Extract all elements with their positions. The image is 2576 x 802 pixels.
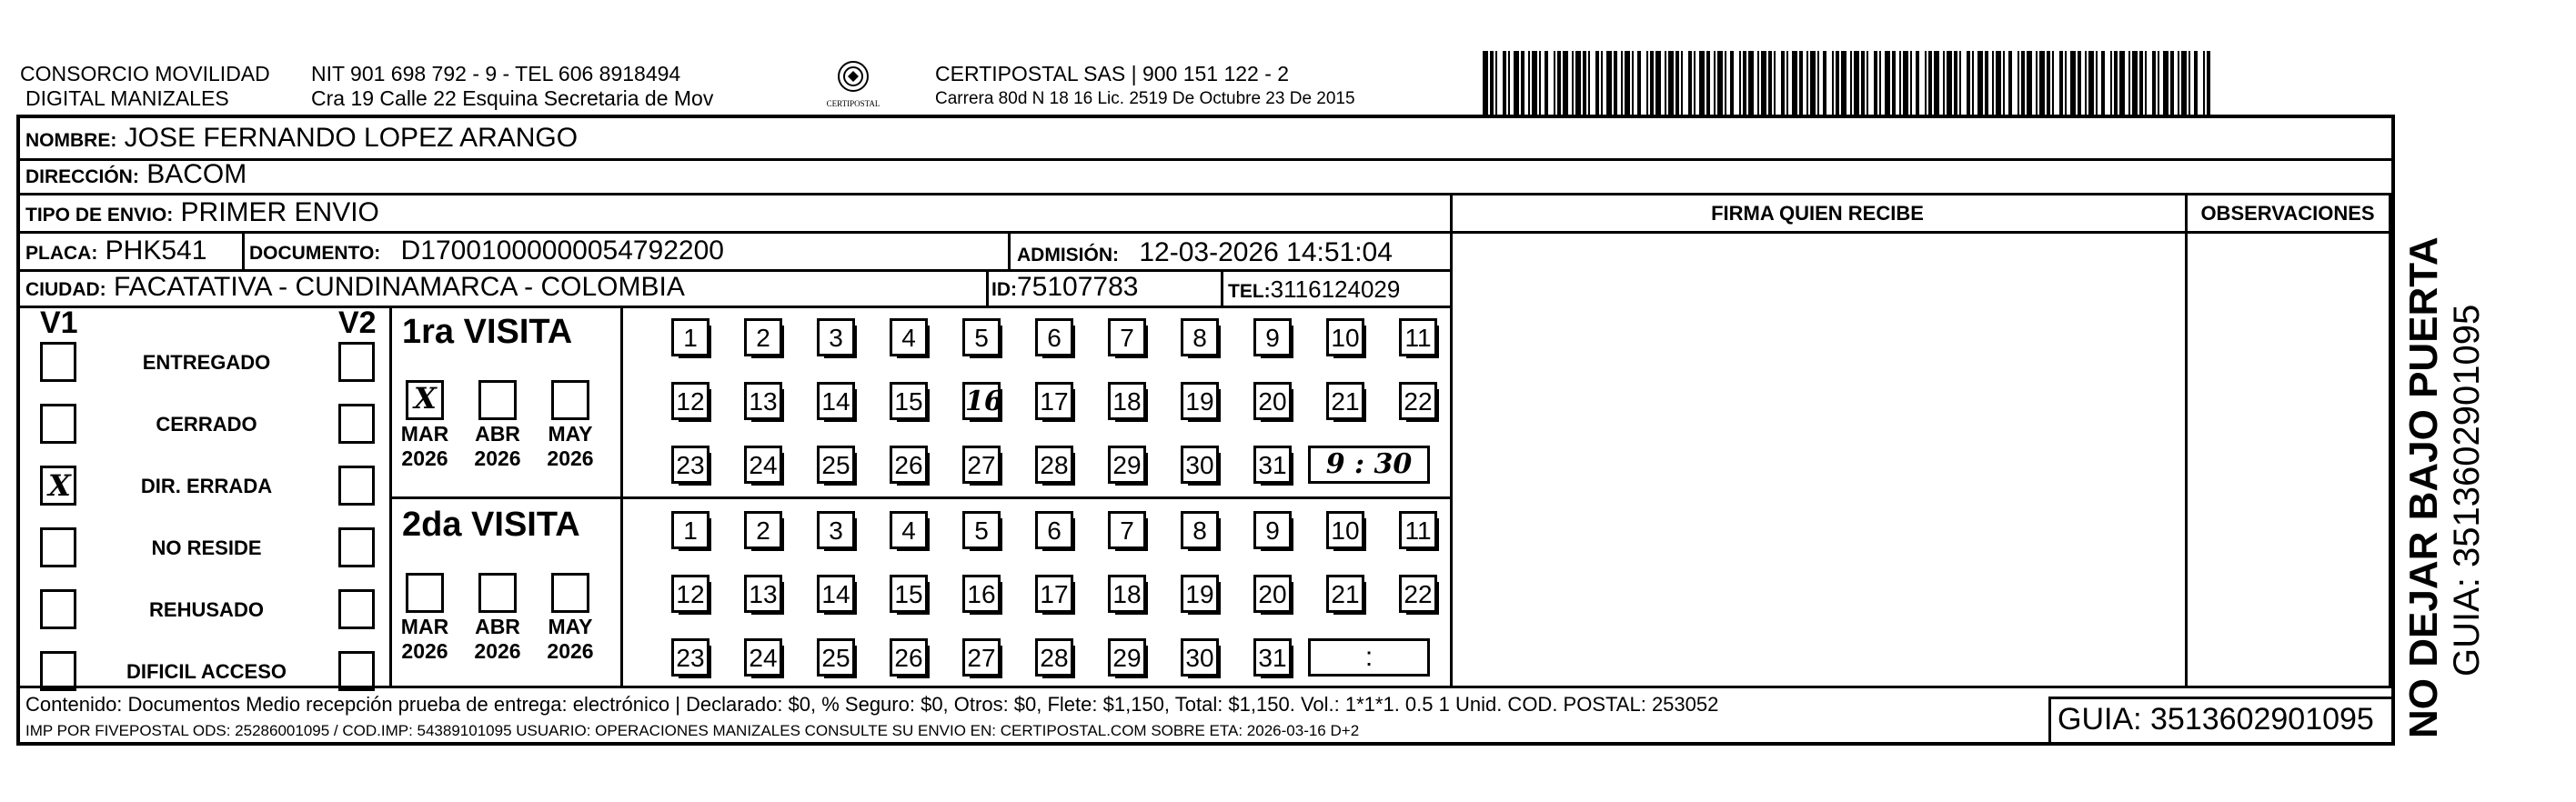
day-box[interactable]: 6 — [1035, 511, 1073, 549]
barcode-bar — [1977, 51, 1983, 115]
day-box[interactable]: 13 — [744, 575, 782, 613]
day-box[interactable]: 8 — [1181, 511, 1219, 549]
day-box[interactable]: 15 — [890, 382, 928, 420]
certipostal-info: CERTIPOSTAL SAS | 900 151 122 - 2 Carrera 80d N 18 16 Lic. 2519 De Octubre 23 De 2015 — [935, 62, 1355, 108]
barcode-bar — [1934, 51, 1939, 115]
day-box[interactable]: 13 — [744, 382, 782, 420]
barcode-bar — [2181, 51, 2187, 115]
day-box[interactable]: 19 — [1181, 382, 1219, 420]
month-label: MAR 2026 — [400, 422, 449, 470]
divider — [620, 306, 623, 686]
observaciones-header: OBSERVACIONES — [2200, 202, 2375, 225]
barcode-bar — [1925, 51, 1927, 115]
tipo-envio-field: TIPO DE ENVIO: PRIMER ENVIO — [25, 197, 379, 227]
month-label: MAY 2026 — [547, 615, 594, 663]
divider — [1008, 231, 1011, 269]
barcode-bar — [1637, 51, 1641, 115]
shipping-form — [16, 115, 2395, 746]
day-box[interactable]: 31 — [1253, 446, 1292, 484]
barcode-bar — [1841, 51, 1846, 115]
day-box[interactable]: 17 — [1035, 382, 1073, 420]
divider — [242, 231, 245, 269]
day-box[interactable]: 9 — [1253, 318, 1292, 356]
barcode-bar — [1554, 51, 1555, 115]
ciudad-field: CIUDAD: FACATATIVA - CUNDINAMARCA - COLOMBIA — [25, 272, 685, 302]
barcode-bar — [2027, 51, 2032, 115]
footer-contenido: Contenido: Documentos Medio recepción prueba de entrega: electrónico | Declarado: $0, % Seguro: $0, Otros: $0, Flete: $1,150, Total: $1,150. Vol.: 1*1*1. 0.5 1 Unid. COD. POSTAL: 253052 — [25, 693, 1719, 716]
barcode-bar — [1539, 51, 1541, 115]
day-box[interactable]: 23 — [671, 638, 709, 677]
divider — [2185, 193, 2188, 686]
barcode-bar — [1792, 51, 1797, 115]
barcode-bar — [1706, 51, 1710, 115]
day-box[interactable]: 10 — [1326, 511, 1364, 549]
barcode-bar — [1985, 51, 1988, 115]
day-box[interactable]: 14 — [817, 575, 855, 613]
barcode-bar — [2178, 51, 2179, 115]
footer-guia: GUIA: 3513602901095 — [2058, 702, 2374, 737]
barcode-bar — [1836, 51, 1839, 115]
nombre-field: NOMBRE: JOSE FERNANDO LOPEZ ARANGO — [25, 123, 579, 153]
admision-field: ADMISIÓN: 12-03-2026 14:51:04 — [1017, 237, 1393, 267]
barcode-bar — [1892, 51, 1896, 115]
barcode-bar — [2018, 51, 2019, 115]
day-box[interactable]: 18 — [1108, 382, 1146, 420]
v2-checkbox[interactable] — [338, 404, 375, 444]
barcode-bar — [1992, 51, 1994, 115]
barcode-bar — [2110, 51, 2112, 115]
firma-header: FIRMA QUIEN RECIBE — [1711, 202, 1924, 225]
barcode-bar — [1532, 51, 1537, 115]
day-box[interactable]: 16 — [962, 575, 1001, 613]
barcode-bar — [1743, 51, 1746, 115]
day-box[interactable]: 11 — [1399, 511, 1437, 549]
barcode — [1483, 51, 2210, 115]
barcode-bar — [1621, 51, 1623, 115]
barcode-bar — [1557, 51, 1561, 115]
certipostal-logo: CERTIPOSTAL — [817, 58, 890, 109]
day-box[interactable]: 29 — [1108, 446, 1146, 484]
barcode-bar — [1675, 51, 1679, 115]
v2-checkbox[interactable] — [338, 589, 375, 629]
month-label: ABR 2026 — [474, 422, 521, 470]
v2-checkbox[interactable] — [338, 342, 375, 382]
barcode-bar — [1606, 51, 1612, 115]
month-checkbox[interactable] — [551, 573, 589, 613]
barcode-bar — [1688, 51, 1692, 115]
barcode-bar — [2158, 51, 2159, 115]
status-label: ENTREGADO — [142, 351, 271, 374]
barcode-bar — [1503, 51, 1506, 115]
handwritten-mark: X — [414, 381, 437, 416]
day-box[interactable]: 27 — [962, 446, 1001, 484]
barcode-bar — [1495, 51, 1497, 115]
day-box[interactable]: 15 — [890, 575, 928, 613]
barcode-bar — [1823, 51, 1826, 115]
barcode-bar — [1806, 51, 1808, 115]
month-label: MAY 2026 — [547, 422, 594, 470]
v2-checkbox[interactable] — [338, 651, 375, 691]
barcode-bar — [2152, 51, 2156, 115]
barcode-bar — [1575, 51, 1581, 115]
visit-1-title: 1ra VISITA — [402, 313, 573, 351]
time-box[interactable]: : — [1308, 638, 1430, 677]
day-box[interactable]: 10 — [1326, 318, 1364, 356]
divider — [1221, 269, 1223, 306]
divider — [20, 158, 2391, 161]
barcode-bar — [1572, 51, 1574, 115]
day-box[interactable]: 19 — [1181, 575, 1219, 613]
divider — [2048, 697, 2051, 742]
barcode-bar — [1650, 51, 1654, 115]
barcode-bar — [2163, 51, 2168, 115]
v1-checkbox[interactable] — [40, 342, 76, 382]
barcode-bar — [2189, 51, 2190, 115]
day-box[interactable]: 21 — [1326, 575, 1364, 613]
barcode-bar — [1588, 51, 1590, 115]
month-label: ABR 2026 — [474, 615, 521, 663]
barcode-bar — [1665, 51, 1666, 115]
side-labels — [2401, 236, 2487, 738]
barcode-bar — [1899, 51, 1901, 115]
direccion-field: DIRECCIÓN: BACOM — [25, 159, 247, 189]
barcode-bar — [1972, 51, 1974, 115]
barcode-bar — [1563, 51, 1568, 115]
barcode-bar — [2145, 51, 2147, 115]
day-box[interactable]: 31 — [1253, 638, 1292, 677]
company-contact: NIT 901 698 792 - 9 - TEL 606 8918494 Cra 19 Calle 22 Esquina Secretaria de Mov — [311, 62, 714, 110]
day-box[interactable]: 3 — [817, 318, 855, 356]
barcode-bar — [2128, 51, 2130, 115]
barcode-icon — [1483, 51, 2210, 115]
barcode-bar — [1916, 51, 1919, 115]
day-box[interactable]: 23 — [671, 446, 709, 484]
barcode-bar — [2101, 51, 2105, 115]
barcode-bar — [1545, 51, 1548, 115]
day-box[interactable]: 26 — [890, 638, 928, 677]
v2-label: V2 — [338, 306, 377, 340]
status-label: DIR. ERRADA — [140, 475, 273, 497]
barcode-bar — [2070, 51, 2076, 115]
day-box[interactable]: 1 — [671, 318, 709, 356]
barcode-bar — [2078, 51, 2081, 115]
day-box[interactable]: 4 — [890, 511, 928, 549]
day-box[interactable]: 22 — [1399, 382, 1437, 420]
day-box[interactable]: 5 — [962, 511, 1001, 549]
day-box[interactable]: 8 — [1181, 318, 1219, 356]
day-box[interactable]: 2 — [744, 511, 782, 549]
barcode-bar — [1832, 51, 1834, 115]
barcode-bar — [2003, 51, 2005, 115]
day-box[interactable]: 30 — [1181, 446, 1219, 484]
barcode-bar — [1614, 51, 1617, 115]
day-box[interactable]: 14 — [817, 382, 855, 420]
barcode-bar — [2139, 51, 2143, 115]
barcode-bar — [1681, 51, 1683, 115]
v1-checkbox[interactable] — [40, 651, 76, 691]
barcode-bar — [2207, 51, 2210, 115]
day-box[interactable]: 7 — [1108, 318, 1146, 356]
divider — [2048, 697, 2391, 699]
day-box[interactable]: 24 — [744, 446, 782, 484]
barcode-bar — [1954, 51, 1957, 115]
barcode-bar — [1874, 51, 1877, 115]
barcode-bar — [1483, 51, 1488, 115]
day-box[interactable]: 3 — [817, 511, 855, 549]
day-box[interactable]: 20 — [1253, 575, 1292, 613]
visit-2-title: 2da VISITA — [402, 506, 580, 544]
tel-field: TEL:3116124029 — [1228, 276, 1401, 303]
barcode-bar — [2085, 51, 2087, 115]
barcode-bar — [1903, 51, 1908, 115]
v1-checkbox[interactable] — [40, 589, 76, 629]
barcode-bar — [2194, 51, 2198, 115]
day-box[interactable]: 17 — [1035, 575, 1073, 613]
barcode-bar — [1595, 51, 1599, 115]
barcode-bar — [1786, 51, 1788, 115]
barcode-bar — [1583, 51, 1586, 115]
barcode-bar — [2021, 51, 2025, 115]
barcode-bar — [1761, 51, 1766, 115]
month-checkbox[interactable] — [478, 573, 517, 613]
divider — [20, 686, 2391, 688]
barcode-bar — [1774, 51, 1776, 115]
divider — [20, 231, 1450, 234]
divider — [1450, 193, 1453, 686]
barcode-bar — [1947, 51, 1952, 115]
month-label: MAR 2026 — [400, 615, 449, 663]
barcode-bar — [1601, 51, 1603, 115]
barcode-bar — [1850, 51, 1852, 115]
barcode-bar — [1910, 51, 1912, 115]
day-box[interactable]: 22 — [1399, 575, 1437, 613]
barcode-bar — [1861, 51, 1865, 115]
v1-checkbox[interactable] — [40, 466, 76, 506]
barcode-bar — [1521, 51, 1524, 115]
status-label: NO RESIDE — [151, 536, 262, 559]
day-box[interactable]: 28 — [1035, 446, 1073, 484]
barcode-bar — [2088, 51, 2094, 115]
day-box[interactable]: 16 — [962, 382, 1001, 420]
day-box[interactable]: 25 — [817, 446, 855, 484]
status-label: DIFICIL ACCESO — [126, 660, 287, 683]
v1-checkbox[interactable] — [40, 527, 76, 567]
barcode-bar — [1781, 51, 1785, 115]
barcode-bar — [2119, 51, 2125, 115]
barcode-bar — [1668, 51, 1674, 115]
barcode-bar — [1655, 51, 1661, 115]
barcode-bar — [1632, 51, 1634, 115]
barcode-bar — [1514, 51, 1519, 115]
barcode-bar — [1625, 51, 1630, 115]
barcode-bar — [1739, 51, 1741, 115]
barcode-bar — [1817, 51, 1819, 115]
day-box[interactable]: 28 — [1035, 638, 1073, 677]
barcode-bar — [2096, 51, 2098, 115]
day-box[interactable]: 30 — [1181, 638, 1219, 677]
barcode-bar — [1879, 51, 1881, 115]
day-box[interactable]: 21 — [1326, 382, 1364, 420]
barcode-bar — [1810, 51, 1816, 115]
barcode-bar — [1943, 51, 1945, 115]
day-box[interactable]: 26 — [890, 446, 928, 484]
month-checkbox[interactable] — [551, 380, 589, 420]
month-checkbox[interactable] — [478, 380, 517, 420]
barcode-bar — [2008, 51, 2012, 115]
time-box[interactable]: 9 : 30 — [1308, 446, 1430, 484]
handwritten-mark: X — [48, 468, 71, 503]
barcode-bar — [1717, 51, 1723, 115]
status-label: CERRADO — [156, 413, 257, 436]
barcode-bar — [2052, 51, 2054, 115]
footer-imp: IMP POR FIVEPOSTAL ODS: 25286001095 / COD.IMP: 54389101095 USUARIO: OPERACIONES MANIZALES CONSULTE SU ENVIO EN: CERTIPOSTAL.COM SOBRE ETA: 2026-03-16 D+2 — [25, 722, 1360, 739]
divider — [389, 496, 1450, 499]
day-box[interactable]: 27 — [962, 638, 1001, 677]
barcode-bar — [2170, 51, 2174, 115]
barcode-bar — [1757, 51, 1759, 115]
month-checkbox[interactable] — [406, 573, 444, 613]
placa-field: PLACA: PHK541 — [25, 236, 207, 266]
day-box[interactable]: 7 — [1108, 511, 1146, 549]
divider — [20, 193, 2391, 195]
barcode-bar — [1959, 51, 1961, 115]
barcode-bar — [1725, 51, 1726, 115]
documento-field: DOCUMENTO: D17001000000054792200 — [249, 236, 724, 266]
barcode-bar — [1768, 51, 1772, 115]
barcode-bar — [1748, 51, 1754, 115]
barcode-bar — [1699, 51, 1705, 115]
id-field: ID:75107783 — [991, 272, 1139, 302]
barcode-bar — [2132, 51, 2138, 115]
v2-checkbox[interactable] — [338, 466, 375, 506]
day-box[interactable]: 12 — [671, 575, 709, 613]
month-checkbox[interactable] — [406, 380, 444, 420]
barcode-bar — [1730, 51, 1734, 115]
day-box[interactable]: 18 — [1108, 575, 1146, 613]
barcode-bar — [2036, 51, 2038, 115]
divider — [2389, 193, 2391, 686]
barcode-bar — [1714, 51, 1716, 115]
day-box[interactable]: 29 — [1108, 638, 1146, 677]
barcode-bar — [2059, 51, 2063, 115]
barcode-bar — [2065, 51, 2067, 115]
day-box[interactable]: 1 — [671, 511, 709, 549]
barcode-bar — [2114, 51, 2118, 115]
company-name: CONSORCIO MOVILIDAD DIGITAL MANIZALES — [20, 62, 270, 110]
day-box[interactable]: 2 — [744, 318, 782, 356]
day-box[interactable]: 6 — [1035, 318, 1073, 356]
divider — [986, 269, 989, 306]
status-label: REHUSADO — [149, 598, 264, 621]
day-box[interactable]: 20 — [1253, 382, 1292, 420]
divider — [1450, 231, 2391, 234]
barcode-bar — [1490, 51, 1494, 115]
v2-checkbox[interactable] — [338, 527, 375, 567]
barcode-bar — [1646, 51, 1648, 115]
barcode-bar — [1528, 51, 1530, 115]
barcode-bar — [1996, 51, 2001, 115]
barcode-bar — [1885, 51, 1890, 115]
barcode-bar — [2203, 51, 2205, 115]
day-box[interactable]: 9 — [1253, 511, 1292, 549]
day-box[interactable]: 25 — [817, 638, 855, 677]
day-box[interactable]: 4 — [890, 318, 928, 356]
barcode-bar — [1928, 51, 1932, 115]
day-box[interactable]: 11 — [1399, 318, 1437, 356]
barcode-bar — [1854, 51, 1859, 115]
barcode-bar — [1867, 51, 1868, 115]
barcode-bar — [1967, 51, 1970, 115]
barcode-bar — [1799, 51, 1803, 115]
barcode-bar — [1694, 51, 1696, 115]
day-box[interactable]: 5 — [962, 318, 1001, 356]
side-guia: GUIA: 3513602901095 — [2447, 304, 2487, 677]
barcode-bar — [2047, 51, 2050, 115]
day-box[interactable]: 12 — [671, 382, 709, 420]
no-dejar-bajo-puerta: NO DEJAR BAJO PUERTA — [2401, 236, 2446, 738]
logo-icon — [835, 58, 871, 95]
v1-checkbox[interactable] — [40, 404, 76, 444]
day-box[interactable]: 24 — [744, 638, 782, 677]
v1-label: V1 — [40, 306, 78, 340]
barcode-bar — [2039, 51, 2045, 115]
barcode-bar — [1508, 51, 1510, 115]
